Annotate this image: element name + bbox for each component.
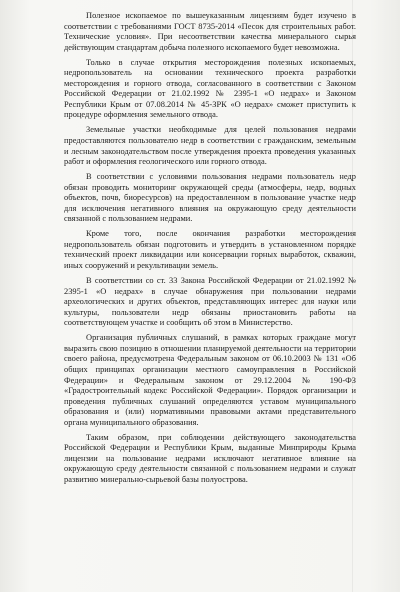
paragraph-archaeological-objects: В соответствии со ст. 33 Закона Российской Федерации от 21.02.1992 № 2395-1 «О недрах» в случае обнаружения при пользовании недрами археологических и других объектов, представляющих интерес для науки или культуры, пользователи недр обязаны приостановить работы на соответствующем участке и сообщить об этом в Министерство.: [64, 276, 356, 328]
paragraph-land-allotment: Только в случае открытия месторождения полезных ископаемых, недропользователь на основании технического проекта разработки месторождения и горного отвода, согласованного в соответствии с Законом Российской Федерации от 21.02.1992 № 2395-1 «О недрах» и Законом Республики Крым от 07.08.2014 № 45-ЗРК «О недрах» сможет приступить к процедуре оформления земельного отвода.: [64, 57, 356, 120]
paragraph-liquidation-project: Кроме того, после окончания разработки месторождения недропользователь обязан подготовить и утвердить в установленном порядке технический проект ликвидации или консервации горных выработок, скважин, иных сооружений и рекультивации земель.: [64, 229, 356, 271]
paragraph-conclusion: Таким образом, при соблюдении действующего законодательства Российской Федерации и Республики Крым, выданные Минприроды Крыма лицензии на пользование недрами исключают негативное влияние на окружающую среду деятельности связанной с пользованием недрами и служат развитию минерально-сырьевой базы полуострова.: [64, 432, 356, 484]
paragraph-mineral-quality: Полезное ископаемое по вышеуказанным лицензиям будет изучено в соответствии с требованиями ГОСТ 8735-2014 «Песок для строительных работ. Технические условия». При несоответствии качества минерального сырья действующим стандартам добыча полезного ископаемого будет невозможна.: [64, 11, 356, 52]
page-fold-line: [352, 0, 353, 592]
paragraph-public-hearings: Организация публичных слушаний, в рамках которых граждане могут выразить свою позицию в отношении планируемой деятельности на территории своего района, предусмотрена Федеральным законом от 06.10.2003 № 131 «Об общих принципах организации местного самоуправления в Российской Федерации» и Федеральным законом от 29.12.2004 № 190-ФЗ «Градостроительный кодекс Российской Федерации». Порядок организации и проведения публичных слушаний определяются уставом муниципального образования и (или) нормативными правовыми актами представительного органа муниципального образования.: [64, 333, 356, 427]
paragraph-land-plots: Земельные участки необходимые для целей пользования недрами предоставляются пользователю недр в соответствии с гражданским, земельным и лесным законодательством после утверждения проекта проведения указанных работ и оформления геологического или горного отвода.: [64, 125, 356, 167]
paragraph-environmental-monitoring: В соответствии с условиями пользования недрами пользователь недр обязан проводить мониторинг окружающей среды (атмосферы, недр, водных объектов, почв, биоресурсов) на предоставленном в пользование участке недр для исключения негативного влияния на окружающую среду деятельности связанной с пользованием недрами.: [64, 172, 356, 224]
